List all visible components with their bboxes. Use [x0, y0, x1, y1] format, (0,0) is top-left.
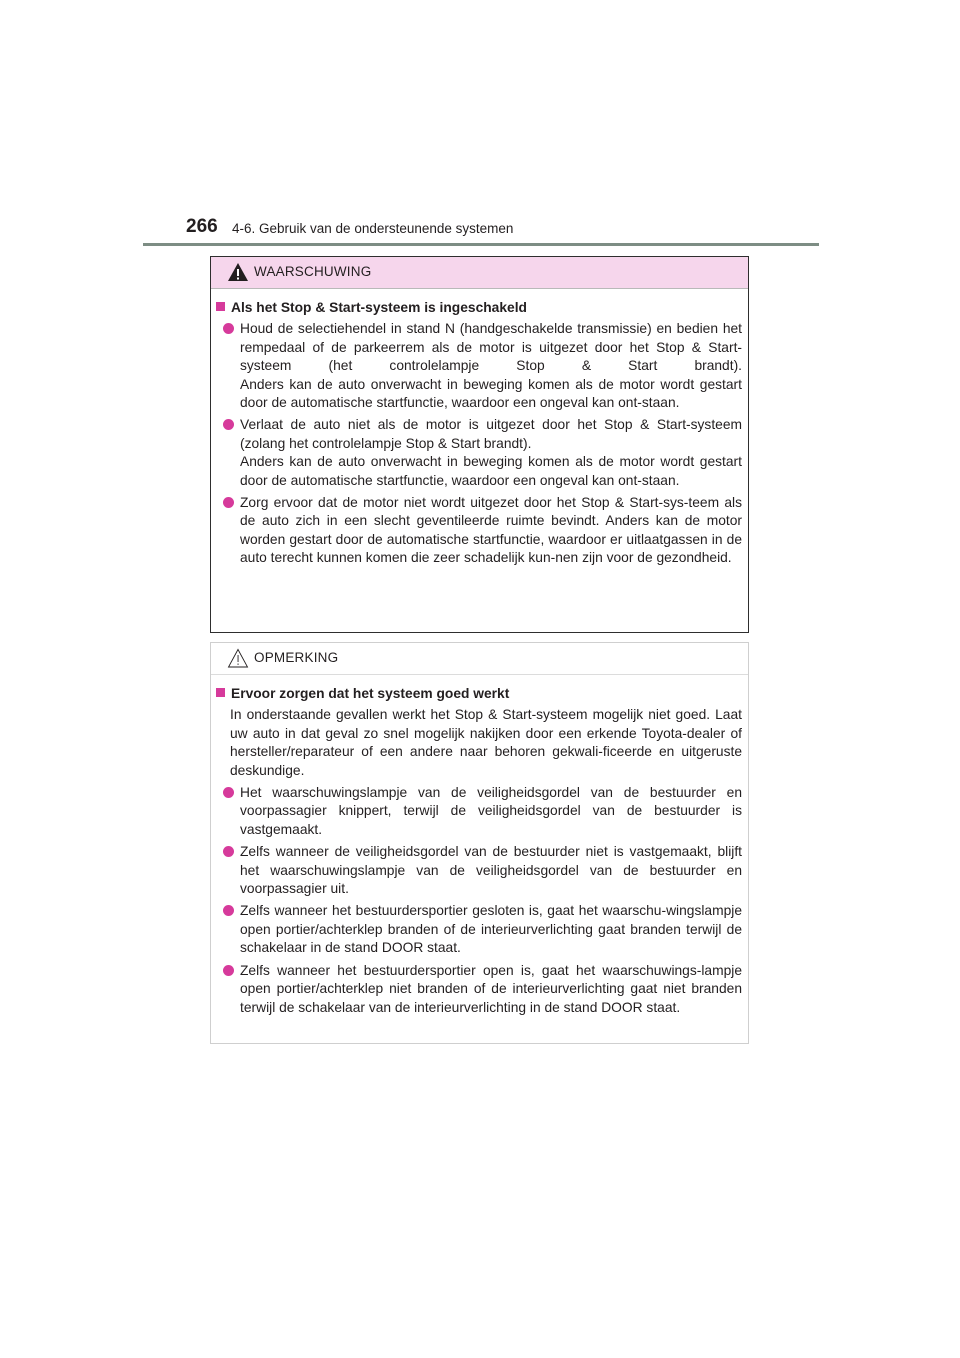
circle-bullet-icon: [223, 965, 234, 976]
list-item: [214, 902, 742, 957]
warning-body: [211, 289, 748, 568]
bullet-text: Zelfs wanneer het bestuurdersportier gesloten is, gaat het waarschu-wingslampje open portier/achterklep branden of de interieurverlichting gaat branden terwijl de schakelaar in de stand DOOR staat.: [240, 903, 742, 956]
warning-triangle-icon: [227, 262, 249, 282]
circle-bullet-icon: [223, 497, 234, 508]
list-item: [214, 494, 742, 568]
circle-bullet-icon: [223, 419, 234, 430]
header-rule: [143, 243, 819, 246]
bullet-text: Zelfs wanneer de veiligheidsgordel van de bestuurder niet is vastgemaakt, blijft het waarschuwingslampje van de veiligheidsgordel van de bestuurder en voorpassagier uit.: [240, 844, 742, 897]
bullet-text: Houd de selectiehendel in stand N (handgeschakelde transmissie) en bedien het rempedaal of de parkeerrem als de motor is uitgezet door het Stop & Start-systeem (het controlelampje Stop & Start brandt).: [240, 321, 742, 374]
circle-bullet-icon: [223, 846, 234, 857]
notice-box: [210, 642, 749, 1044]
bullet-text: Zelfs wanneer het bestuurdersportier open is, gaat het waarschuwings-lampje open portier/achterklep niet branden of de interieurverlichting gaat niet branden terwijl de schakelaar van de interieurverlichting in de stand DOOR staat.: [240, 962, 742, 1015]
circle-bullet-icon: [223, 323, 234, 334]
list-item: [214, 416, 742, 490]
notice-header: [211, 643, 748, 675]
list-item: [214, 962, 742, 1017]
square-bullet-icon: [216, 688, 225, 697]
notice-title: OPMERKING: [254, 650, 339, 665]
notice-body: [211, 675, 748, 1017]
caution-triangle-outline-icon: [227, 648, 249, 668]
list-item: [214, 843, 742, 898]
circle-bullet-icon: [223, 787, 234, 798]
bullet-text: Verlaat de auto niet als de motor is uitgezet door het Stop & Start-systeem (zolang het controlelampje Stop & Start brandt).: [240, 417, 742, 451]
bullet-text: Anders kan de auto onverwacht in beweging komen als de motor wordt gestart door de automatische startfunctie, waardoor een ongeval kan ont-staan.: [240, 454, 742, 488]
warning-box: [210, 256, 749, 633]
list-item: [214, 320, 742, 412]
notice-topic: [214, 685, 742, 703]
bullet-text: Het waarschuwingslampje van de veiligheidsgordel van de bestuurder en voorpassagier knippert, terwijl de veiligheidsgordel van de bestuurder is vastgemaakt.: [240, 785, 742, 837]
bullet-text: Zorg ervoor dat de motor niet wordt uitgezet door het Stop & Start-sys-teem als de auto zich in een slecht geventileerde ruimte bevindt. Anders kan de motor worden gestart door de automatische startfunctie, waardoor er uitlaatgassen in de auto terecht kunnen komen die zeer schadelijk kun-nen zijn voor de gezondheid.: [240, 495, 742, 566]
section-title: 4-6. Gebruik van de ondersteunende systemen: [232, 221, 514, 236]
warning-title: WAARSCHUWING: [254, 264, 372, 279]
page-header: [143, 214, 819, 246]
page-number: 266: [186, 216, 218, 237]
warning-topic: [214, 299, 742, 317]
notice-intro: In onderstaande gevallen werkt het Stop & Start-systeem mogelijk niet goed. Laat uw auto in dat geval zo snel mogelijk nakijken door een erkende Toyota-dealer of hersteller/reparateur of een andere naar behoren gekwali-ficeerde en uitgeruste deskundige.: [230, 707, 742, 778]
bullet-text: Anders kan de auto onverwacht in beweging komen als de motor wordt gestart door de automatische startfunctie, waardoor een ongeval kan ont-staan.: [240, 376, 742, 411]
square-bullet-icon: [216, 302, 225, 311]
notice-topic-text: Ervoor zorgen dat het systeem goed werkt: [231, 686, 510, 701]
circle-bullet-icon: [223, 905, 234, 916]
warning-header: [211, 257, 748, 289]
list-item: [214, 784, 742, 839]
warning-topic-text: Als het Stop & Start-systeem is ingeschakeld: [231, 300, 527, 315]
